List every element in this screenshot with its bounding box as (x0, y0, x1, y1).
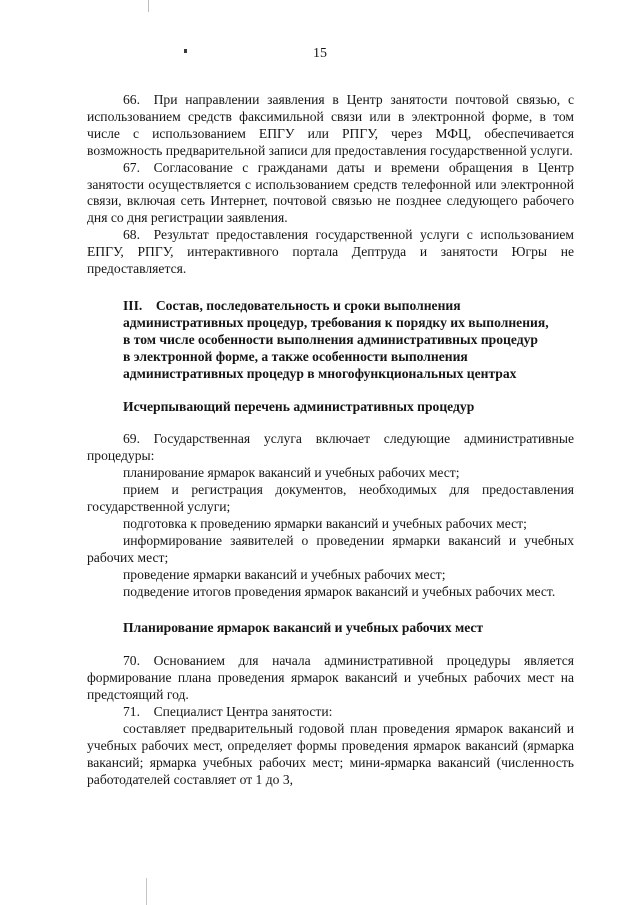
scan-artifact-line (148, 0, 149, 12)
page-number: 15 (313, 46, 327, 61)
subheading-procedures-list: Исчерпывающий перечень административных процедур (123, 398, 475, 414)
list-item: проведение ярмарки вакансий и учебных рабочих мест; (123, 566, 446, 582)
section-heading (87, 298, 574, 383)
section-heading-line: III. Состав, последовательность и сроки выполнения (123, 297, 461, 313)
section-heading-line: административных процедур в многофункциональных центрах (123, 365, 517, 381)
section-heading-line: в электронной форме, а также особенности выполнения (123, 348, 468, 364)
paragraph-71-text: составляет предварительный годовой план проведения ярмарок вакансий и учебных рабочих мест, определяет формы проведения ярмарок вакансий (ярмарка вакансий; ярмарка учебных рабочих мест; мини-ярмарка вакансий (численность работодателей составляет от 1 до 3, (87, 721, 574, 787)
document-body (87, 92, 574, 789)
paragraph-67: 67. Согласование с гражданами даты и времени обращения в Центр занятости осуществляется с использованием средств телефонной или электронной связи, включая сеть Интернет, почтовой связью не позднее следующего рабочего дня со дня регистрации заявления. (87, 159, 574, 226)
paragraph-66: 66. При направлении заявления в Центр занятости почтовой связью, с использованием средств факсимильной связи или в электронной форме, в том числе с использованием ЕПГУ или РПГУ, через МФЦ, обеспечивается возможность предварительной записи для предоставления государственной услуги. (87, 92, 574, 158)
list-item: прием и регистрация документов, необходимых для предоставления государственной услуги; (87, 482, 574, 515)
scan-artifact-line (146, 878, 147, 905)
paragraph-68: 68. Результат предоставления государственной услуги с использованием ЕПГУ, РПГУ, интерактивного портала Дептруда и занятости Югры не предоставляется. (87, 227, 574, 277)
subheading-planning: Планирование ярмарок вакансий и учебных рабочих мест (123, 620, 484, 636)
list-item: информирование заявителей о проведении ярмарки вакансий и учебных рабочих мест; (87, 532, 574, 565)
paragraph-69: 69. Государственная услуга включает следующие административные процедуры: (87, 431, 574, 464)
paragraph-70: 70. Основанием для начала административной процедуры является формирование плана проведения ярмарок вакансий и учебных рабочих мест на предстоящий год. (87, 653, 574, 703)
list-item: планирование ярмарок вакансий и учебных рабочих мест; (123, 465, 460, 481)
paragraph-71: 71. Специалист Центра занятости: (123, 704, 333, 720)
list-item: подготовка к проведению ярмарки вакансий и учебных рабочих мест; (123, 515, 527, 531)
section-heading-line: в том числе особенности выполнения административных процедур (123, 331, 538, 347)
list-item: подведение итогов проведения ярмарок вакансий и учебных рабочих мест. (123, 583, 556, 599)
section-heading-line: административных процедур, требования к порядку их выполнения, (123, 314, 549, 330)
